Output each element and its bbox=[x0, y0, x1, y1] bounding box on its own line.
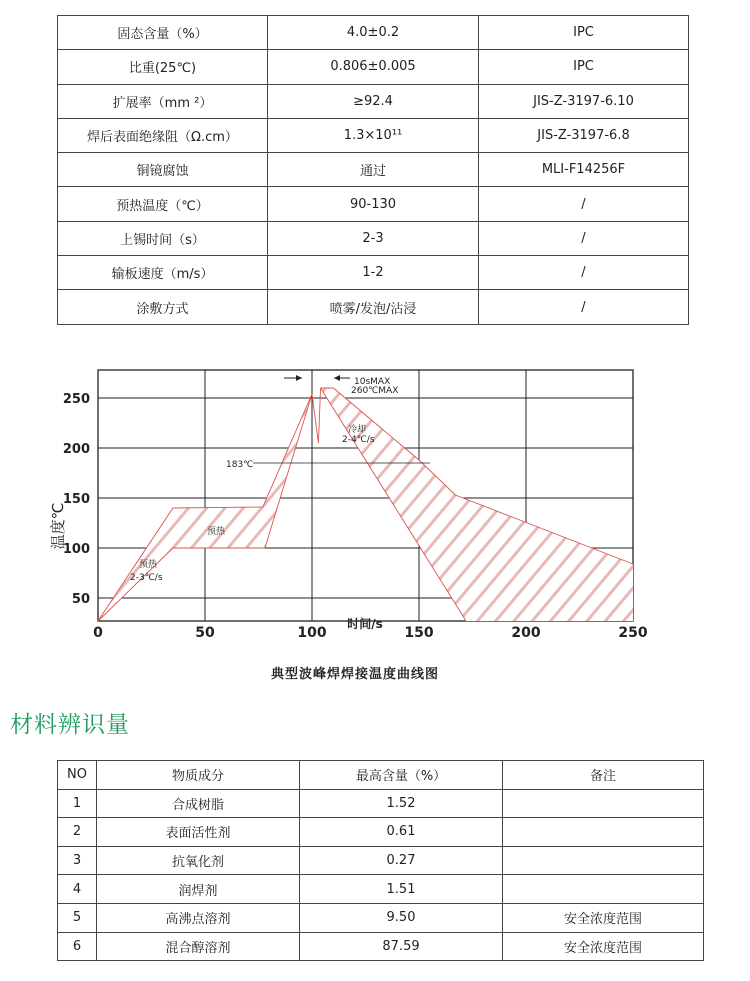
header-cell: NO bbox=[58, 761, 97, 790]
property-cell: 输板速度（m/s） bbox=[58, 256, 268, 290]
spec-table bbox=[57, 15, 689, 325]
x-tick-label: 200 bbox=[511, 625, 541, 641]
spec-row bbox=[58, 16, 689, 50]
spec-row bbox=[58, 290, 689, 324]
header-cell: 最高含量（%） bbox=[300, 761, 503, 790]
spec-row bbox=[58, 118, 689, 152]
remark-cell: 安全浓度范围 bbox=[503, 903, 704, 932]
content-cell: 9.50 bbox=[300, 903, 503, 932]
y-axis-label: 温度℃ bbox=[49, 502, 67, 550]
x-tick-label: 150 bbox=[404, 625, 434, 641]
material-table bbox=[57, 760, 704, 961]
value-cell: ≥92.4 bbox=[268, 84, 479, 118]
peak-temp-label: 260℃MAX bbox=[351, 386, 399, 396]
spec-row bbox=[58, 256, 689, 290]
property-cell: 上锡时间（s） bbox=[58, 221, 268, 255]
property-cell: 扩展率（mm ²） bbox=[58, 84, 268, 118]
content-cell: 1.51 bbox=[300, 875, 503, 904]
property-cell: 预热温度（℃） bbox=[58, 187, 268, 221]
x-tick-label: 0 bbox=[93, 625, 103, 641]
spec-row bbox=[58, 84, 689, 118]
y-tick-label: 250 bbox=[62, 392, 90, 407]
temperature-profile-chart bbox=[0, 360, 750, 690]
y-tick-label: 200 bbox=[62, 442, 90, 457]
material-row bbox=[58, 903, 704, 932]
material-row bbox=[58, 932, 704, 961]
material-row bbox=[58, 875, 704, 904]
section-heading: 材料辨识量 bbox=[10, 712, 130, 738]
value-cell: 2-3 bbox=[268, 221, 479, 255]
content-cell: 0.61 bbox=[300, 818, 503, 847]
remark-cell bbox=[503, 846, 704, 875]
header-cell: 备注 bbox=[503, 761, 704, 790]
no-cell: 5 bbox=[58, 903, 97, 932]
preheat-label: 预热 bbox=[207, 527, 226, 537]
material-row bbox=[58, 818, 704, 847]
standard-cell: / bbox=[479, 290, 689, 324]
content-cell: 1.52 bbox=[300, 789, 503, 818]
standard-cell: / bbox=[479, 221, 689, 255]
x-axis-label: 时间/s bbox=[347, 617, 383, 631]
preheat-label-2: 预热 bbox=[139, 560, 158, 570]
cooling-label: 冷却 bbox=[348, 425, 367, 435]
property-cell: 焊后表面绝缘阻（Ω.cm） bbox=[58, 118, 268, 152]
cooling-zone-area bbox=[321, 388, 633, 621]
no-cell: 6 bbox=[58, 932, 97, 961]
preheat-rate-label: 2-3℃/s bbox=[130, 573, 163, 583]
right-arrow-head-icon bbox=[296, 375, 302, 381]
standard-cell: JIS-Z-3197-6.10 bbox=[479, 84, 689, 118]
standard-cell: JIS-Z-3197-6.8 bbox=[479, 118, 689, 152]
component-cell: 混合醇溶剂 bbox=[97, 932, 300, 961]
remark-cell bbox=[503, 875, 704, 904]
remark-cell: 安全浓度范围 bbox=[503, 932, 704, 961]
no-cell: 4 bbox=[58, 875, 97, 904]
value-cell: 1-2 bbox=[268, 256, 479, 290]
remark-cell bbox=[503, 789, 704, 818]
no-cell: 2 bbox=[58, 818, 97, 847]
x-tick-label: 50 bbox=[195, 625, 215, 641]
y-tick-label: 100 bbox=[62, 542, 90, 557]
duration-label: 10sMAX bbox=[354, 377, 391, 387]
content-cell: 0.27 bbox=[300, 846, 503, 875]
x-tick-label: 100 bbox=[297, 625, 327, 641]
value-cell: 4.0±0.2 bbox=[268, 16, 479, 50]
property-cell: 固态含量（%） bbox=[58, 16, 268, 50]
cooling-rate-label: 2-4℃/s bbox=[342, 435, 375, 445]
component-cell: 润焊剂 bbox=[97, 875, 300, 904]
property-cell: 铜镜腐蚀 bbox=[58, 153, 268, 187]
chart-title: 典型波峰焊焊接温度曲线图 bbox=[270, 667, 440, 682]
component-cell: 高沸点溶剂 bbox=[97, 903, 300, 932]
standard-cell: MLI-F14256F bbox=[479, 153, 689, 187]
value-cell: 0.806±0.005 bbox=[268, 50, 479, 84]
spec-row bbox=[58, 50, 689, 84]
left-arrow-head-icon bbox=[334, 375, 340, 381]
spec-row bbox=[58, 221, 689, 255]
y-tick-label: 50 bbox=[71, 592, 90, 607]
value-cell: 喷雾/发泡/沾浸 bbox=[268, 290, 479, 324]
property-cell: 涂敷方式 bbox=[58, 290, 268, 324]
standard-cell: IPC bbox=[479, 50, 689, 84]
standard-cell: / bbox=[479, 256, 689, 290]
no-cell: 3 bbox=[58, 846, 97, 875]
property-cell: 比重(25℃) bbox=[58, 50, 268, 84]
header-cell: 物质成分 bbox=[97, 761, 300, 790]
component-cell: 抗氧化剂 bbox=[97, 846, 300, 875]
material-row bbox=[58, 846, 704, 875]
content-cell: 87.59 bbox=[300, 932, 503, 961]
component-cell: 合成树脂 bbox=[97, 789, 300, 818]
x-tick-label: 250 bbox=[618, 625, 648, 641]
liquidus-label: 183℃ bbox=[226, 460, 254, 470]
remark-cell bbox=[503, 818, 704, 847]
value-cell: 1.3×10¹¹ bbox=[268, 118, 479, 152]
value-cell: 通过 bbox=[268, 153, 479, 187]
component-cell: 表面活性剂 bbox=[97, 818, 300, 847]
value-cell: 90-130 bbox=[268, 187, 479, 221]
y-tick-label: 150 bbox=[62, 492, 90, 507]
material-row bbox=[58, 789, 704, 818]
no-cell: 1 bbox=[58, 789, 97, 818]
spec-row bbox=[58, 187, 689, 221]
wave-dip-line bbox=[312, 388, 321, 443]
standard-cell: / bbox=[479, 187, 689, 221]
standard-cell: IPC bbox=[479, 16, 689, 50]
spec-row bbox=[58, 153, 689, 187]
